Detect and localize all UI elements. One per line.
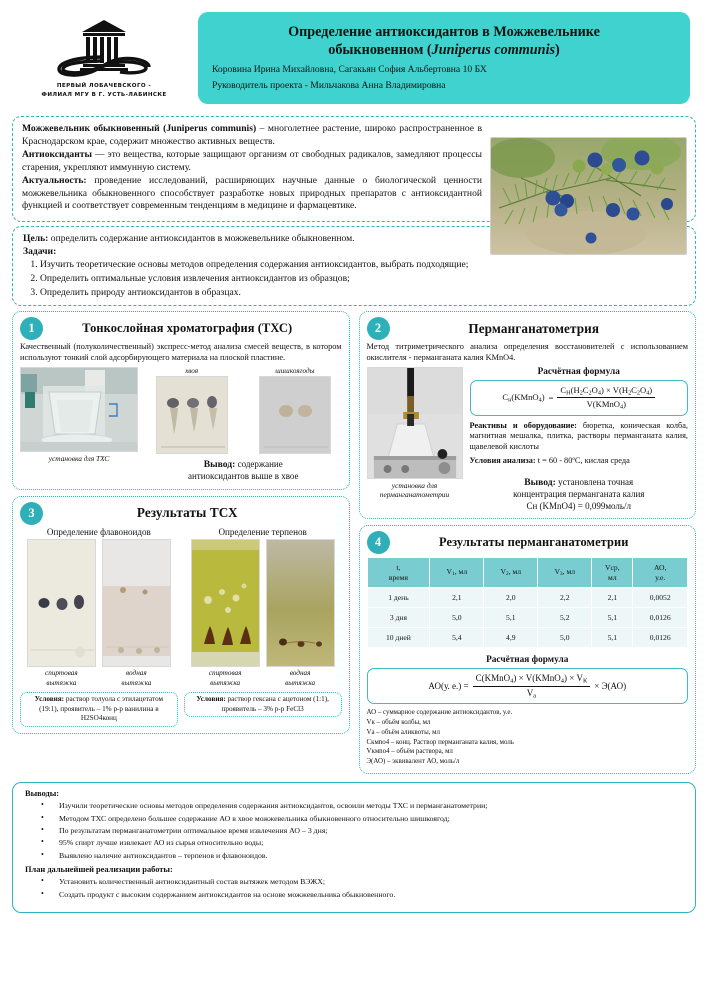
- col-header-v1-unit: , мл: [454, 567, 468, 577]
- plan-item: • Установить количественный антиоксидантный состав вытяжек методом ВЭЖХ;: [25, 876, 683, 888]
- cell-vavg: 5,1: [592, 628, 633, 648]
- panel2-conclusion-rest: установлена точная: [555, 476, 634, 487]
- flavonoid-water-plate: [102, 539, 171, 667]
- panel3-title: Результаты ТСХ: [136, 505, 238, 521]
- col-header-v3: [538, 558, 592, 588]
- cell-time: 10 дней: [367, 628, 430, 648]
- cell-v1: 5,0: [430, 608, 484, 628]
- panel-tlc-results: [12, 496, 350, 734]
- panel3-number-badge: 3: [20, 502, 43, 525]
- cell-v3: 2,2: [538, 588, 592, 608]
- panel2-formula: [502, 385, 655, 411]
- intro-paragraph-2: [22, 149, 482, 174]
- legend-item: Э(АО) – эквивалент АО, моль/л: [366, 758, 460, 766]
- panel1-title: Тонкослойная хроматография (ТХС): [82, 321, 293, 336]
- legend-item: Vкмno4 – объём раствора, мл: [366, 748, 453, 756]
- panel4-formula: [428, 673, 626, 699]
- cell-v2: 4,9: [484, 628, 538, 648]
- cell-v3: 5,0: [538, 628, 592, 648]
- results-table: [367, 557, 689, 648]
- panel1-plate-labels: [145, 367, 342, 375]
- col-header-v1: [430, 558, 484, 588]
- tlc-plate-cones-svg: [260, 377, 331, 454]
- panel4-numerator: C(KMnO$_4$) × V(KMnO$_4$) × $V_К$: [473, 673, 591, 686]
- flavonoid-water-plate-svg: [103, 540, 171, 667]
- cell-ao: 0,0052: [633, 588, 688, 608]
- equals-sign: =: [548, 392, 554, 403]
- panel4-fraction: [473, 673, 591, 699]
- flavonoid-water-extract-item: [102, 539, 171, 689]
- panel2-right-block: [470, 367, 689, 513]
- supervisor-line: Руководитель проекта - Мильчакова Анна Владимировна: [212, 80, 446, 92]
- panel2-header: [367, 317, 689, 340]
- label-alcohol-line2: вытяжка: [46, 679, 77, 688]
- intro-p2-bold: Антиоксиданты: [22, 149, 92, 161]
- col-header-v3-sub: 3: [559, 571, 563, 578]
- title-line2-plain: обыкновенном (: [328, 42, 432, 59]
- logo-caption-line2: ФИЛИАЛ МГУ В Г. УСТЬ-ЛАБИНСКЕ: [41, 91, 167, 98]
- panel1-conclusion: [145, 459, 342, 483]
- flavonoid-alcohol-extract-item: [27, 539, 96, 689]
- tlc-plate-needles: [156, 376, 228, 454]
- panel2-numerator: $C_H(H_2C_2O_4) \times V(H_2C_2O_4)$: [557, 385, 655, 398]
- panel1-conclusion-rest: содержание: [235, 458, 283, 469]
- plan-title: План дальнейшей реализации работы:: [25, 865, 173, 875]
- table-row: [367, 588, 688, 608]
- panel2-formula-lhs: $C_н(KMnO_4)$: [502, 391, 545, 404]
- label-water-line1: водная: [126, 668, 147, 677]
- panel2-formula-box: [470, 380, 689, 416]
- logo-caption: [41, 82, 166, 99]
- label-alcohol-line1: спиртовая: [45, 668, 78, 677]
- label-alcohol-line2: вытяжка: [210, 679, 241, 688]
- panel2-reagents: [470, 421, 689, 453]
- panel4-denominator: $V_а$: [526, 687, 537, 700]
- panel-permanganatometry-results: [359, 525, 697, 774]
- legend-item: Vа – объём аликвоты, мл: [366, 728, 440, 736]
- tlc-plate-cones: [259, 376, 331, 454]
- logo-caption-line1: ПЕРВЫЙ ЛОБАЧЕВСКОГО -: [56, 83, 152, 90]
- cell-ao: 0,0126: [633, 608, 688, 628]
- intro-block: [12, 116, 696, 222]
- panel-permanganatometry-method: [359, 311, 697, 519]
- panel3-terpene-plates: [184, 539, 342, 689]
- title-line2-close: ): [555, 42, 560, 59]
- juniper-branch-photo: [490, 137, 687, 255]
- cell-v1: 2,1: [430, 588, 484, 608]
- tasks-list: [23, 258, 685, 299]
- panel1-setup-photo-block: [20, 367, 138, 463]
- panel3-flavonoids-block: [20, 527, 178, 727]
- authors-line: Коровина Ирина Михайловна, Сагакьян София Альбертовна 10 БХ: [212, 64, 487, 75]
- permanganatometry-setup-photo: [367, 367, 463, 479]
- panel2-description: Метод титриметрического анализа определения восстановителей с использованием окислителя - перманганата калия KMnO4.: [366, 342, 688, 363]
- conclusions-title: Выводы:: [25, 789, 60, 799]
- left-column: [12, 311, 350, 780]
- panel4-number-badge: 4: [367, 531, 390, 554]
- plate-label-cones: шишкоягоды: [275, 366, 315, 375]
- lobachevsky-building-icon: [54, 17, 154, 79]
- label-water-line2: вытяжка: [121, 679, 152, 688]
- terpene-water-plate: [266, 539, 335, 667]
- conclusion-item: • По результатам перманганатометрии оптимальное время извлечения АО – 3 дня;: [25, 825, 683, 837]
- conclusion-item: • Изучили теоретические основы методов определения содержания антиоксидантов, освоили методы ТХС и перманганатометрии;: [25, 800, 683, 812]
- flavonoid-conditions-text: раствор толуола с этилацетатом (19:1), проявитель – 1% р-р ванилина в H2SO4конц: [39, 694, 164, 723]
- panel2-conclusion-line3: Cн (KMnO4) = 0,099моль/л: [526, 500, 632, 511]
- juniper-photo-svg: [491, 138, 686, 254]
- poster-title-line1: Определение антиоксидантов в Можжевельнике: [288, 23, 600, 40]
- terpene-water-plate-svg: [267, 540, 335, 667]
- goal-text: определить содержание антиоксидантов в можжевельнике обыкновенном.: [48, 232, 355, 244]
- panel3-terpene-conditions: [184, 692, 342, 717]
- tlc-plate-needles-svg: [157, 377, 228, 454]
- panel2-conditions-text: t = 60 - 80ºC, кислая среда: [535, 455, 630, 465]
- panel4-formula-tail: × Э(АО): [594, 681, 627, 692]
- legend-item: Vк – объём колбы, мл: [366, 719, 431, 727]
- tlc-setup-photo: [20, 367, 138, 452]
- panel1-content-row: [20, 367, 342, 483]
- cell-time: 1 день: [367, 588, 430, 608]
- panel2-denominator: V(KMnO$_4$): [586, 399, 626, 411]
- panel1-number-badge: 1: [20, 317, 43, 340]
- terpene-alcohol-label: [191, 668, 260, 689]
- task-item: 3. Определить природу антиоксидантов в образцах.: [40, 286, 685, 300]
- conclusion-item: • 95% спирт лучше извлекает АО из сырья относительно воды;: [25, 837, 683, 849]
- setup-caption-line2: перманганатометрии: [379, 490, 450, 500]
- poster-title-line2: [212, 41, 676, 60]
- col-header-v3-sym: V: [554, 567, 560, 577]
- terpene-conditions-label: Условия:: [196, 694, 226, 703]
- cell-vavg: 2,1: [592, 588, 633, 608]
- setup-caption-line1: установка для: [391, 480, 438, 490]
- cell-time: 3 дня: [367, 608, 430, 628]
- panel2-fraction: [557, 385, 655, 411]
- panel4-formula-title: Расчётная формула: [486, 655, 569, 666]
- panel4-formula-box: [367, 668, 689, 704]
- terpene-alcohol-plate: [191, 539, 260, 667]
- label-water-line1: водная: [289, 668, 311, 677]
- col-header-v2-sub: 2: [505, 571, 509, 578]
- task-item: 1. Изучить теоретические основы методов определения содержания антиоксидантов, выбрать подходящие;: [40, 258, 685, 272]
- panel4-header: [367, 531, 689, 554]
- panel3-header: [20, 502, 342, 525]
- conclusion-item: • Методом ТХС определено большее содержание АО в хвое можжевельника обыкновенного относительно шишкоягод;: [25, 813, 683, 825]
- table-row: [367, 608, 688, 628]
- col-header-ao-l1: АО,: [653, 563, 667, 573]
- flavonoid-conditions-label: Условия:: [34, 694, 65, 703]
- col-header-time: [367, 558, 430, 588]
- label-water-line2: вытяжка: [285, 679, 316, 688]
- tlc-setup-caption: установка для ТХС: [48, 453, 110, 463]
- cell-vavg: 5,1: [592, 608, 633, 628]
- panel3-flavonoids-title: Определение флавоноидов: [46, 526, 151, 537]
- col-header-v3-unit: , мл: [562, 567, 576, 577]
- col-header-v1-sub: 1: [452, 571, 455, 578]
- plan-list: [25, 876, 683, 901]
- terpene-conditions-text: раствор гексана с ацетоном (1:1), проявитель – 3% р-р FeCl3: [221, 694, 329, 713]
- panel2-reagents-label: Реактивы и оборудование:: [469, 420, 577, 430]
- panels-grid: [12, 311, 696, 780]
- title-species-name: Juniperus communis: [431, 42, 556, 59]
- poster-title: [212, 23, 676, 60]
- col-header-v1-sym: V: [446, 567, 453, 577]
- panel2-conditions: [470, 456, 689, 467]
- panel2-formula-title: Расчётная формула: [537, 366, 620, 377]
- permanganatometry-setup-photo-svg: [368, 368, 462, 479]
- panel2-conclusion: [470, 477, 689, 513]
- poster-header: [0, 0, 708, 112]
- tlc-setup-photo-svg: [21, 368, 137, 452]
- panel3-subpanels: [20, 527, 342, 727]
- panel2-conclusion-label: Вывод:: [524, 476, 556, 488]
- task-item: 2. Определить оптимальные условия извлечения антиоксидантов из образцов;: [40, 272, 685, 286]
- permanganatometry-setup-caption: [367, 481, 463, 500]
- conclusion-item: • Выявлено наличие антиоксидантов – терпенов и флавоноидов.: [25, 850, 683, 862]
- table-row: [367, 628, 688, 648]
- panel2-number-badge: 2: [367, 317, 390, 340]
- cell-ao: 0,0126: [633, 628, 688, 648]
- panel3-terpenes-block: [184, 527, 342, 727]
- col-header-v2: [484, 558, 538, 588]
- panel1-description: Качественный (полуколичественный) экспресс-метод анализа смесей веществ, в котором используют тонкий слой адсорбирующего материала на плоской пластине.: [20, 342, 342, 363]
- terpene-alcohol-plate-svg: [192, 540, 260, 667]
- panel4-legend: [367, 708, 689, 767]
- col-header-ao-l2: у.е.: [655, 572, 666, 582]
- panel-tlc-method: [12, 311, 350, 490]
- goal-label: Цель:: [23, 232, 49, 244]
- cell-v2: 2,0: [484, 588, 538, 608]
- col-header-v2-unit: , мл: [508, 567, 522, 577]
- panel2-reagents-text: бюретка, коническая колба, магнитная мешалка, плитка, растворы перманганата калия, щавелевой кислоты: [469, 420, 688, 452]
- legend-item: АО – суммарное содержание антиоксидантов, у.е.: [366, 709, 513, 717]
- cell-v2: 5,1: [484, 608, 538, 628]
- intro-p1-rest: – многолетнее растение, широко распространенное в Краснодарском крае, содержит множество активных веществ.: [22, 123, 482, 147]
- flavonoid-alcohol-label: [27, 668, 96, 689]
- plate-label-needles: хвоя: [185, 366, 199, 375]
- panel3-terpenes-title: Определение терпенов: [218, 526, 307, 537]
- university-logo: [14, 17, 194, 99]
- panel2-conditions-label: Условия анализа:: [469, 455, 536, 465]
- terpene-water-label: [266, 668, 335, 689]
- tasks-label: Задачи:: [23, 246, 57, 258]
- intro-text: [22, 123, 482, 213]
- panel2-content-row: [367, 367, 689, 513]
- panel1-conclusion-label: Вывод:: [203, 458, 236, 470]
- title-banner: [198, 12, 690, 104]
- legend-item: Cкмno4 – конц. Раствор перманганата калия, моль: [366, 738, 514, 746]
- conclusions-block: [12, 782, 696, 913]
- terpene-water-extract-item: [266, 539, 335, 689]
- col-header-vavg-l1: Vср,: [605, 563, 620, 573]
- panel2-photo-block: [367, 367, 463, 513]
- col-header-ao: [633, 558, 688, 588]
- col-header-vavg: [592, 558, 633, 588]
- panel1-plates-block: [145, 367, 342, 483]
- intro-p1-bold: Можжевельник обыкновенный (Juniperus communis): [22, 123, 257, 134]
- panel3-flavonoid-conditions: [20, 692, 178, 727]
- table-header-row: [367, 558, 688, 588]
- flavonoid-alcohol-plate: [27, 539, 96, 667]
- results-table-head: [367, 558, 688, 588]
- conclusions-list: [25, 800, 683, 862]
- col-header-time-l1: t,: [396, 563, 401, 573]
- panel1-conclusion-line2: антиоксидантов выше в хвое: [188, 471, 299, 482]
- results-table-body: [367, 588, 688, 648]
- panel1-plates-row: [145, 376, 342, 454]
- intro-p3-bold: Актуальность:: [22, 175, 87, 187]
- col-header-vavg-l2: мл: [608, 572, 617, 582]
- label-alcohol-line1: спиртовая: [208, 668, 242, 677]
- intro-p3-rest: проведение исследований, расширяющих научные данные о биологической ценности можжевельника обыкновенного способствует разработке новых природных препаратов с антиоксидантной функцией и соответствует современным тенденциям в медицине и фармацевтике.: [22, 175, 482, 212]
- right-column: [359, 311, 697, 780]
- terpene-alcohol-extract-item: [191, 539, 260, 689]
- panel4-formula-lhs: АО(у. е.) =: [428, 681, 469, 692]
- panel1-header: [20, 317, 342, 340]
- col-header-time-l2: время: [388, 572, 408, 582]
- panel2-conclusion-line2: концентрация перманганата калия: [513, 489, 645, 500]
- panel4-title: Результаты перманганатометрии: [438, 535, 629, 550]
- panel2-title: Перманганатометрия: [468, 320, 600, 336]
- flavonoid-water-label: [102, 668, 171, 689]
- flavonoid-alcohol-plate-svg: [28, 540, 96, 667]
- intro-paragraph-1: [22, 123, 482, 148]
- plan-item: • Создать продукт с высоким содержанием антиоксидантов на основе можжевельника обыкновенного.: [25, 889, 683, 901]
- panel3-flavonoid-plates: [20, 539, 178, 689]
- cell-v1: 5,4: [430, 628, 484, 648]
- intro-paragraph-3: [22, 175, 482, 213]
- intro-p2-rest: — это вещества, которые защищают организм от свободных радикалов, замедляют процессы старения, укрепляют иммунную систему.: [22, 149, 482, 173]
- col-header-v2-sym: V: [500, 567, 506, 577]
- cell-v3: 5,2: [538, 608, 592, 628]
